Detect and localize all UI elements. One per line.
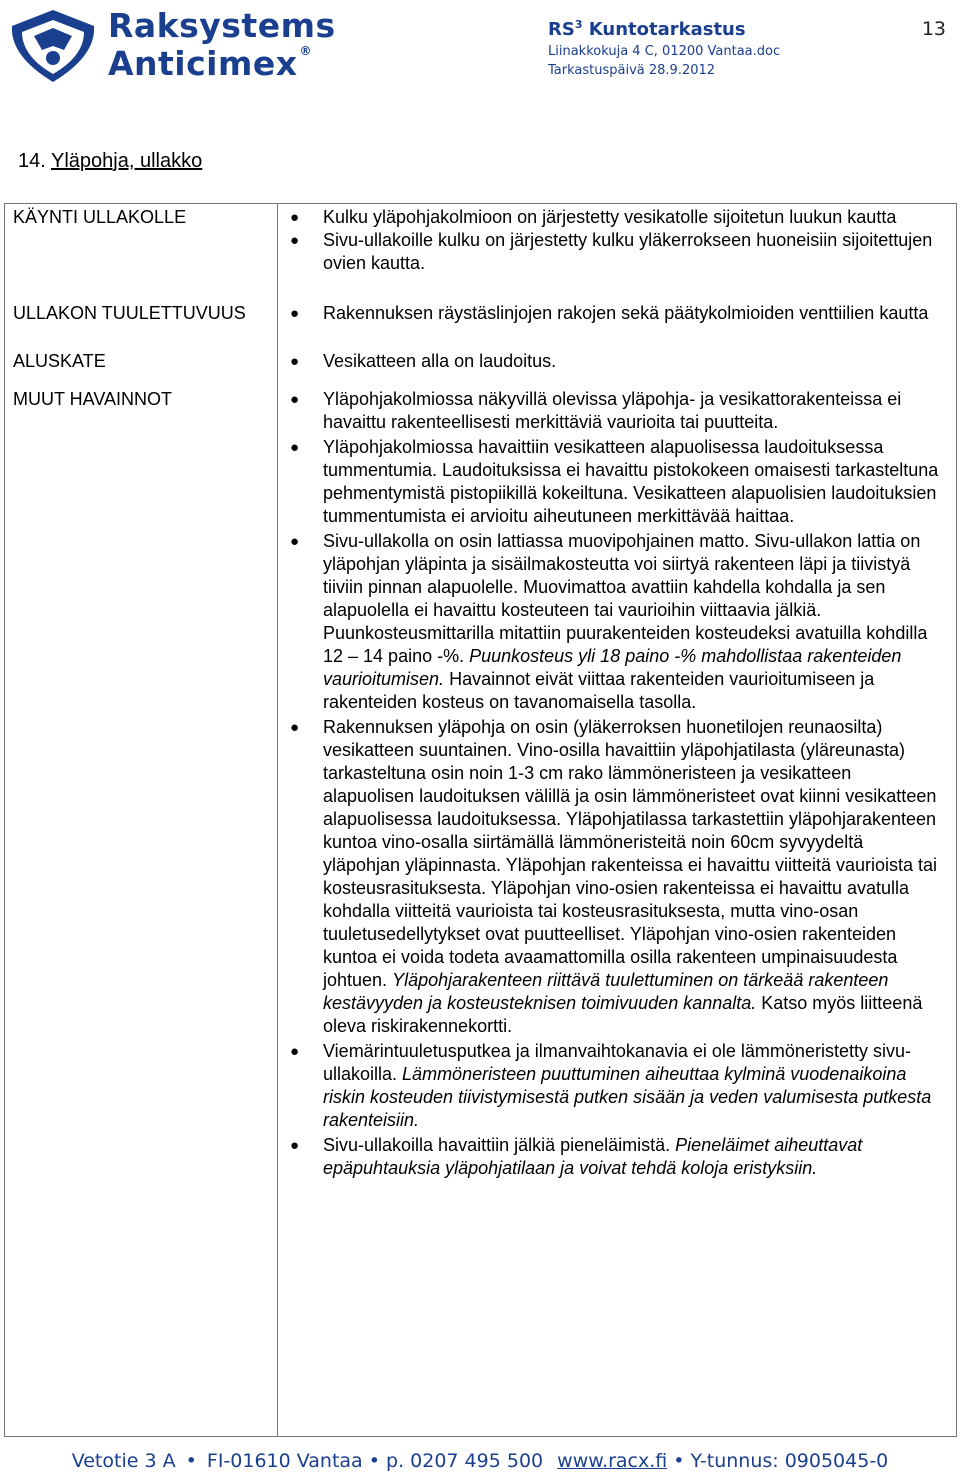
footer-phone: • p. 0207 495 500 — [368, 1450, 544, 1472]
footer-website-link[interactable]: www.racx.fi — [557, 1450, 668, 1472]
inspection-table — [4, 203, 957, 1437]
list-item: ● Sivu-ullakoille kulku on järjestetty kulku yläkerrokseen huoneisiin sijoitettujen ovien kautta. — [290, 230, 933, 273]
row-content-aluskate — [290, 350, 942, 373]
row-content-kaynti — [290, 206, 942, 275]
footer-ytunnus: • Y-tunnus: 0905045-0 — [673, 1450, 889, 1472]
row-label-kaynti: KÄYNTI ULLAKOLLE — [13, 207, 187, 227]
document-header — [548, 18, 780, 78]
row-content-muut — [290, 388, 942, 1180]
footer-postal: FI-01610 Vantaa — [206, 1450, 363, 1472]
section-heading: 14. Yläpohja, ullakko — [18, 150, 203, 172]
logo-text-raksystems: Raksystems — [108, 6, 336, 45]
list-item: ● Sivu-ullakoilla havaittiin jälkiä pieneläimistä. Pieneläimet aiheuttavat epäpuhtauksia yläpohjatilaan ja voivat tehdä koloja eristyksiin. — [290, 1135, 863, 1178]
page-number: 13 — [921, 18, 946, 40]
report-title: $RS^3$ Kuntotarkastus — [548, 18, 746, 40]
row-content-tuuletus — [290, 302, 942, 325]
footer-address: Vetotie 3 A — [71, 1450, 176, 1472]
list-item: ● Rakennuksen yläpohja on osin (yläkerroksen huonetilojen reunaosilta) vesikatteen suuntainen. Vino-osilla havaittiin yläpohjatilasta (yläreunasta) tarkasteltuna osin noin 1-3 cm rako lämmöneristeen ja vesikatteen alapuolisen laudoituksen välillä ja osin lämmöneristeet ovat kiinni vesikatteen alapuolisessa laudoituksessa. Yläpohjatilassa tarkastettiin yläpohjarakenteen kuntoa vino-osalla siirtämällä lämmöneristeitä noin 60cm syvyydeltä yläpohjan yläpinnasta. Yläpohjan rakenteissa ei havaittu viitteitä vaurioista tai kosteusrasituksesta. Yläpohjan vino-osien rakenteissa ei havaittu avatulla kohdalla viitteitä vaurioista tai kosteusrasituksesta, mutta vino-osan tuuletusedellytykset ovat puutteelliset. Yläpohjan vino-osien rakenteiden kuntoa ei voida todeta avaamattomilla osilla rakenteen umpinaisuudesta johtuen. Yläpohjarakenteen riittävä tuulettuminen on tärkeää rakenteen kestävyyden ja kosteusteknisen toimivuuden kannalta. Katso myös liitteenä oleva riskirakennekortti. — [290, 717, 938, 1036]
list-item: ● Viemärintuuletusputkea ja ilmanvaihtokanavia ei ole lämmöneristetty sivu-ullakoilla. Lämmöneristeen puuttuminen aiheuttaa kylminä vuodenaikoina riskin kosteuden tiivistymisestä putken sisään ja veden valumisesta putkesta rakenteisiin. — [290, 1041, 932, 1130]
row-label-tuuletus: ULLAKON TUULETTUVUUS — [13, 303, 246, 323]
list-item: ● Vesikatteen alla on laudoitus. — [290, 351, 557, 371]
list-item: ● Rakennuksen räystäslinjojen rakojen sekä päätykolmioiden venttiilien kautta — [290, 303, 929, 323]
page-footer: Vetotie 3 A • FI-01610 Vantaa • p. 0207 495 500 www.racx.fi • Y-tunnus: 0905045-0 — [71, 1450, 889, 1472]
row-label-muut: MUUT HAVAINNOT — [13, 389, 173, 409]
inspection-date: Tarkastuspäivä 28.9.2012 — [548, 63, 716, 78]
logo-text-anticimex: Anticimex ® — [108, 44, 313, 83]
list-item: ● Sivu-ullakolla on osin lattiassa muovipohjainen matto. Sivu-ullakon lattia on yläpohjan yläpinta ja sisäilmakosteutta voi siirtyä rakenteen läpi ja tiivistyä tiiviin pinnan alapuolelle. Muovimattoa avattiin kahdella kohdalla ja sen alapuolella ei havaittu kosteuteen tai vaurioihin viittaavia jälkiä. Puunkosteusmittarilla mitattiin puurakenteiden kosteudeksi avatuilla kohdilla 12 – 14 paino -%. Puunkosteus yli 18 paino -% mahdollistaa rakenteiden vaurioitumisen. Havainnot eivät viittaa rakenteiden vaurioitumiseen ja rakenteiden kosteus on tavanomaisella tasolla. — [290, 531, 928, 712]
report-filename: Liinakkokuja 4 C, 01200 Vantaa.doc — [548, 44, 781, 59]
list-item: ● Kulku yläpohjakolmioon on järjestetty vesikatolle sijoitetun luukun kautta — [290, 207, 897, 227]
row-label-aluskate: ALUSKATE — [13, 351, 106, 371]
list-item: ● Yläpohjakolmiossa havaittiin vesikatteen alapuolisessa laudoituksessa tummentumia. Laudoituksissa ei havaittu pistokokeen omaisesti tarkasteltuna pehmentymistä pistopiikillä kokeiltuna. Vesikatteen alapuolisien laudoituksien tummentumista ei arvioitu aiheutuneen merkittävää haittaa. — [290, 437, 939, 526]
shield-logo-icon — [4, 6, 102, 84]
column-divider — [277, 204, 278, 1436]
company-logo — [4, 6, 336, 84]
list-item: ● Yläpohjakolmiossa näkyvillä olevissa yläpohja- ja vesikattorakenteissa ei havaittu rakenteellisesti merkittäviä vaurioita tai puutteita. — [290, 389, 902, 432]
